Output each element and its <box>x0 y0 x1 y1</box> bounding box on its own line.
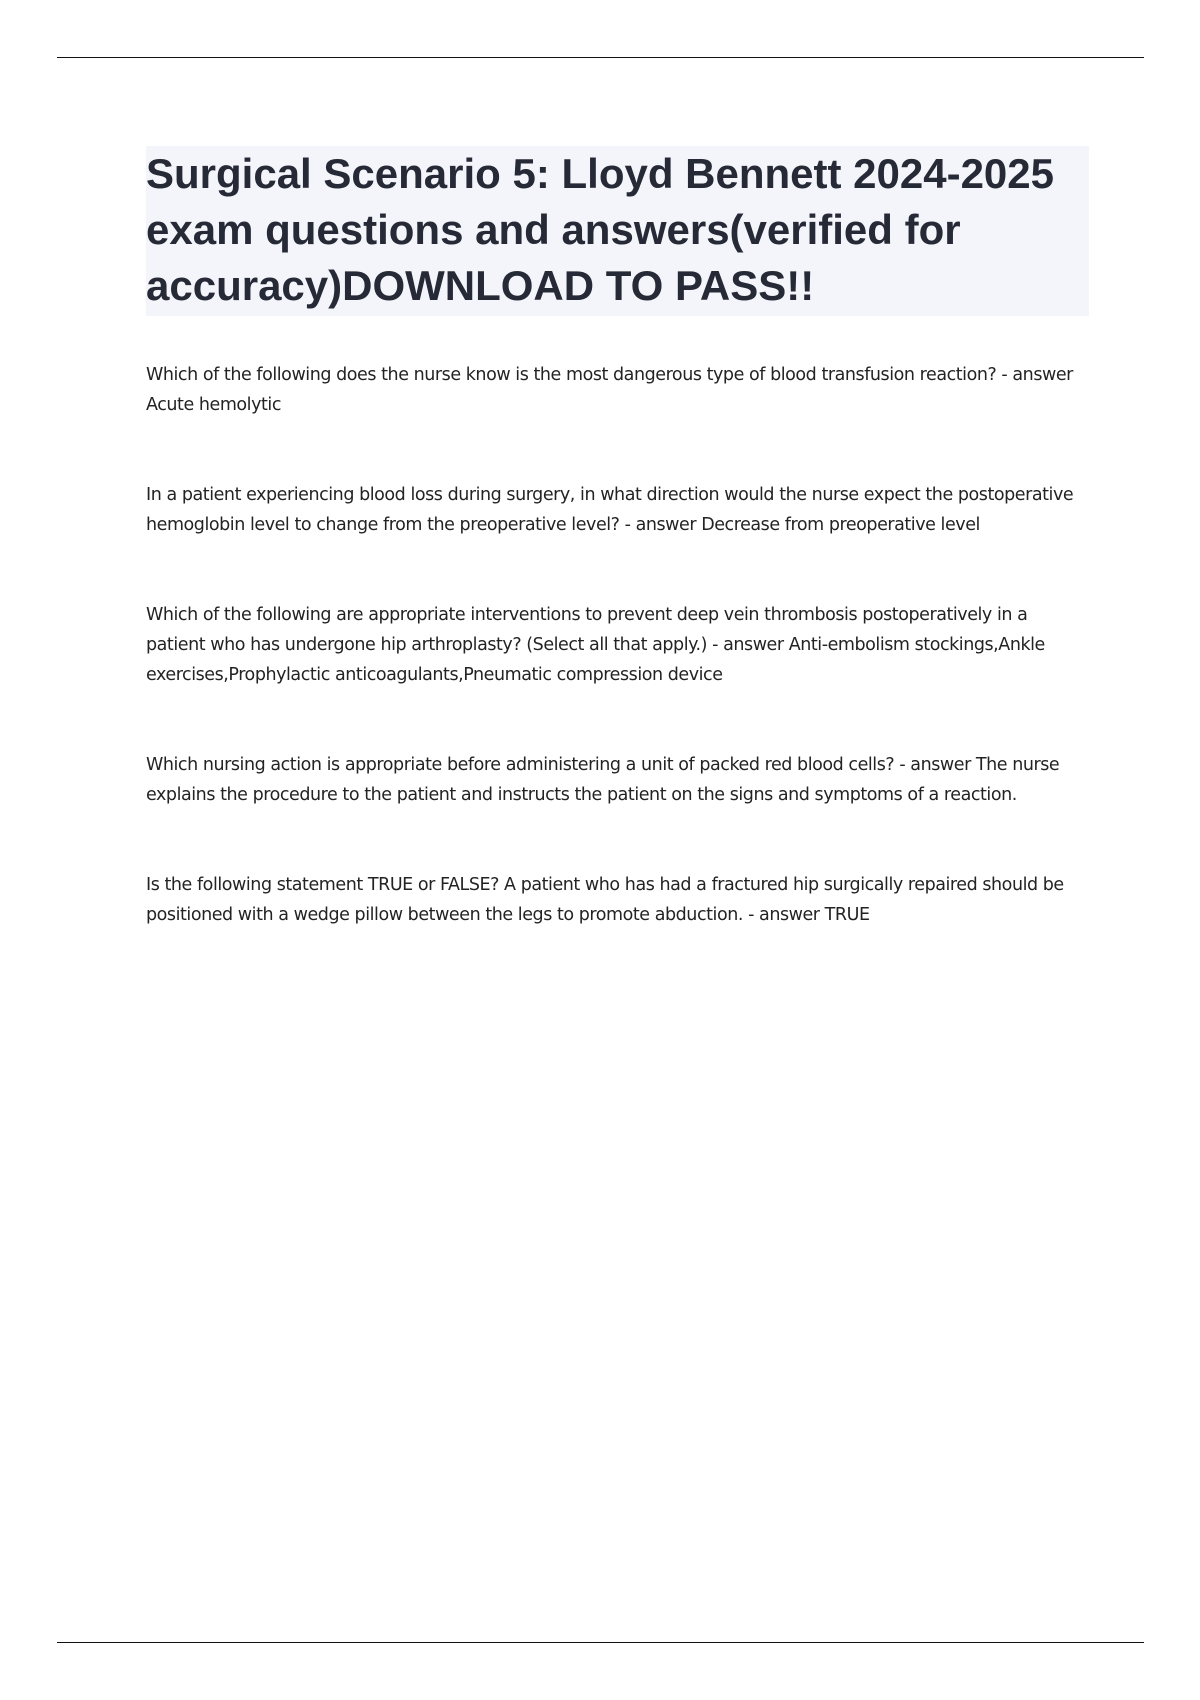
bottom-divider <box>57 1642 1144 1643</box>
qa-item-1: Which of the following does the nurse know is the most dangerous type of blood transfusion reaction? - answer Acute hemolytic <box>146 365 1073 415</box>
document-title: Surgical Scenario 5: Lloyd Bennett 2024-2025 exam questions and answers(verified for accuracy)DOWNLOAD TO PASS!! <box>146 150 1055 309</box>
qa-item-2: In a patient experiencing blood loss during surgery, in what direction would the nurse expect the postoperative hemoglobin level to change from the preoperative level? - answer Decrease from preoperative level <box>146 485 1074 535</box>
document-body <box>146 146 1089 990</box>
title-banner <box>146 146 1089 316</box>
qa-item-3: Which of the following are appropriate interventions to prevent deep vein thrombosis postoperatively in a patient who has undergone hip arthroplasty? (Select all that apply.) - answer Anti-embolism stockings,Ankle exercises,Prophylactic anticoagulants,Pneumatic compression device <box>146 605 1045 685</box>
top-divider <box>57 57 1144 58</box>
qa-list <box>146 360 1089 930</box>
qa-item-4: Which nursing action is appropriate before administering a unit of packed red blood cells? - answer The nurse explains the procedure to the patient and instructs the patient on the signs and symptoms of a reaction. <box>146 755 1060 805</box>
qa-item-5: Is the following statement TRUE or FALSE? A patient who has had a fractured hip surgically repaired should be positioned with a wedge pillow between the legs to promote abduction. - answer TRUE <box>146 875 1064 925</box>
